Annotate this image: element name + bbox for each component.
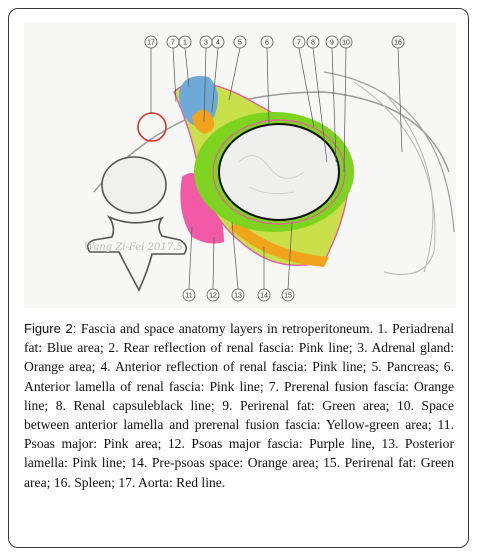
label-5: 5	[238, 39, 242, 47]
label-4: 4	[216, 39, 220, 47]
label-10: 10	[342, 39, 350, 47]
vertebral-body	[102, 157, 166, 213]
label-1: 1	[183, 39, 187, 47]
author-signature: Wang Zi-Fei 2017.5	[84, 242, 183, 253]
label-16: 16	[394, 39, 402, 47]
caption-text: Fascia and space anatomy layers in retroperitoneum. 1. Periadrenal fat: Blue area; 2. Rear reflection of renal fascia: Pink line; 3. Adrenal gland: Orange area; 4. Anterior reflection of renal fascia: Pink line; 5. Pancreas; 6. Anterior lamella of renal fascia: Pink line; 7. Prerenal fusion fascia: Orange line; 8. Renal capsuleblack line; 9. Perirenal fat: Green area; 10. Space between anterior lamella and prerenal fusion fascia: Yellow-green area; 11. Psoas major: Pink area; 12. Psoas major fascia: Purple line, 13. Posterior lamella: Pink line; 14. Pre-psoas space: Orange area; 15. Perirenal fat: Green area; 16. Spleen; 17. Aorta: Red line.	[24, 321, 454, 490]
anatomy-figure	[24, 22, 456, 308]
caption-label: Figure 2:	[24, 321, 77, 336]
label-6: 6	[265, 39, 269, 47]
label-9: 9	[330, 39, 334, 47]
label-12: 12	[209, 292, 217, 300]
label-7b: 7	[297, 39, 301, 47]
aorta-red-line	[138, 113, 166, 141]
label-3: 3	[204, 39, 208, 47]
label-13: 13	[234, 292, 242, 300]
bottom-number-labels	[183, 289, 294, 301]
label-14: 14	[260, 292, 268, 300]
label-15: 15	[284, 292, 292, 300]
label-7a: 7	[171, 39, 175, 47]
figure-caption	[24, 319, 454, 492]
label-17: 17	[147, 39, 155, 47]
label-8: 8	[311, 39, 315, 47]
vertebral-arch	[88, 217, 187, 290]
top-number-labels	[145, 36, 404, 48]
kidney-renal-capsule	[219, 124, 339, 220]
anatomy-drawing	[24, 22, 456, 308]
label-11: 11	[185, 292, 193, 300]
